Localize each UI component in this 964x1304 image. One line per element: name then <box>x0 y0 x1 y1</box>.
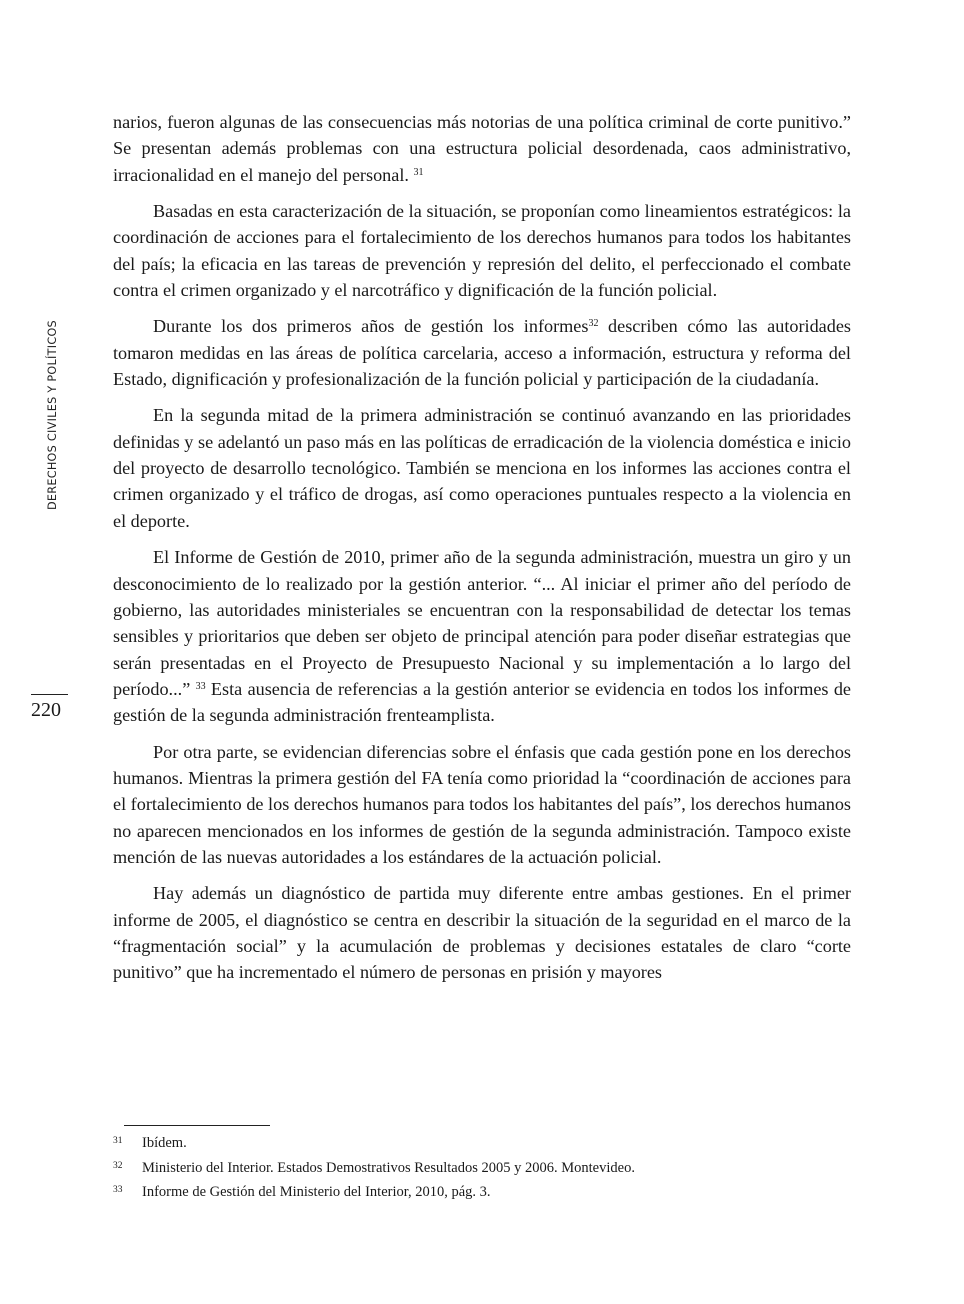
paragraph-text: Por otra parte, se evidencian diferencias sobre el énfasis que cada gestión pone en los derechos humanos. Mientras la primera gestión del FA tenía como prioridad la “coordinación de acciones para el fortalecimiento de los derechos humanos para todos los habitantes del país”, los derechos humanos no aparecen mencionados en los informes de gestión de la segunda administración. Tampoco existe mención de las nuevas autoridades a los estándares de la actuación policial. <box>113 741 851 867</box>
footnote <box>113 1157 851 1182</box>
footnote-text: Informe de Gestión del Ministerio del Interior, 2010, pág. 3. <box>142 1184 491 1200</box>
footnote-ref-33: 33 <box>195 680 206 692</box>
section-title: DERECHOS CIVILES Y POLÍTICOS <box>46 320 59 510</box>
footnote-separator <box>124 1125 270 1126</box>
paragraph-5 <box>113 544 851 728</box>
page-number: 220 <box>31 699 61 721</box>
footnote <box>113 1181 851 1206</box>
body-text <box>113 109 851 986</box>
paragraph-text: narios, fueron algunas de las consecuencias más notorias de una política criminal de corte punitivo.” Se presentan además problemas con una estructura policial desordenada, caos administrativo, irracionalidad en el manejo del personal. <box>113 112 851 185</box>
footnote-number: 32 <box>113 1160 123 1171</box>
footnote-number: 33 <box>113 1185 123 1195</box>
paragraph-3 <box>113 313 851 392</box>
footnote-text: Ministerio del Interior. Estados Demostrativos Resultados 2005 y 2006. Montevideo. <box>142 1159 635 1176</box>
footnote-number: 31 <box>113 1136 123 1146</box>
footnote <box>113 1132 851 1157</box>
paragraph-7 <box>113 880 851 985</box>
paragraph-6 <box>113 739 851 871</box>
paragraph-text: Esta ausencia de referencias a la gestión anterior se evidencia en todos los informes de gestión de la segunda administración frenteamplista. <box>113 678 851 726</box>
page-number-rule <box>31 694 68 695</box>
footnote-ref-31: 31 <box>413 166 424 178</box>
footnotes <box>113 1132 851 1206</box>
paragraph-text: En la segunda mitad de la primera administración se continuó avanzando en las prioridades definidas y se adelantó un paso más en las políticas de erradicación de la violencia doméstica e inicio del proyecto de desarrollo tecnológico. También se menciona en los informes las acciones contra el crimen organizado y el tráfico de drogas, así como operaciones puntuales respecto a la violencia en el deporte. <box>113 405 851 531</box>
paragraph-2 <box>113 198 851 303</box>
paragraph-text: describen cómo las autoridades tomaron medidas en las áreas de política carcelaria, acceso a información, estructura y reforma del Estado, dignificación y profesionalización de la función policial y participación de la ciudadanía. <box>113 316 851 390</box>
paragraph-text: Durante los dos primeros años de gestión los informes <box>153 316 589 337</box>
paragraph-1 <box>113 109 851 188</box>
paragraph-4 <box>113 402 851 534</box>
footnote-text: Ibídem. <box>142 1135 187 1151</box>
paragraph-text: Basadas en esta caracterización de la situación, se proponían como lineamientos estratégicos: la coordinación de acciones para el fortalecimiento de los derechos humanos para todos los habitantes del país; la eficacia en las tareas de prevención y represión del delito, el perfeccionado el combate contra el crimen organizado y el narcotráfico y dignificación de la función policial. <box>113 201 851 301</box>
paragraph-text: El Informe de Gestión de 2010, primer año de la segunda administración, muestra un giro y un desconocimiento de lo realizado por la gestión anterior. “... Al iniciar el primer año del período de gobierno, las autoridades ministeriales se encuentran con la responsabilidad de detectar los temas sensibles y prioritarios que deben ser objeto de principal atención para poder diseñar estrategias que serán presentadas en el Proyecto de Presupuesto Nacional y su implementación a lo largo del período...” <box>113 547 851 699</box>
paragraph-text: Hay además un diagnóstico de partida muy diferente entre ambas gestiones. En el primer informe de 2005, el diagnóstico se centra en describir la situación de la seguridad en el marco de la “fragmentación social” y la acumulación de problemas y decisiones estatales de claro “corte punitivo” que ha incrementado el número de personas en prisión y mayores <box>113 883 851 983</box>
footnote-ref-32: 32 <box>588 318 599 330</box>
